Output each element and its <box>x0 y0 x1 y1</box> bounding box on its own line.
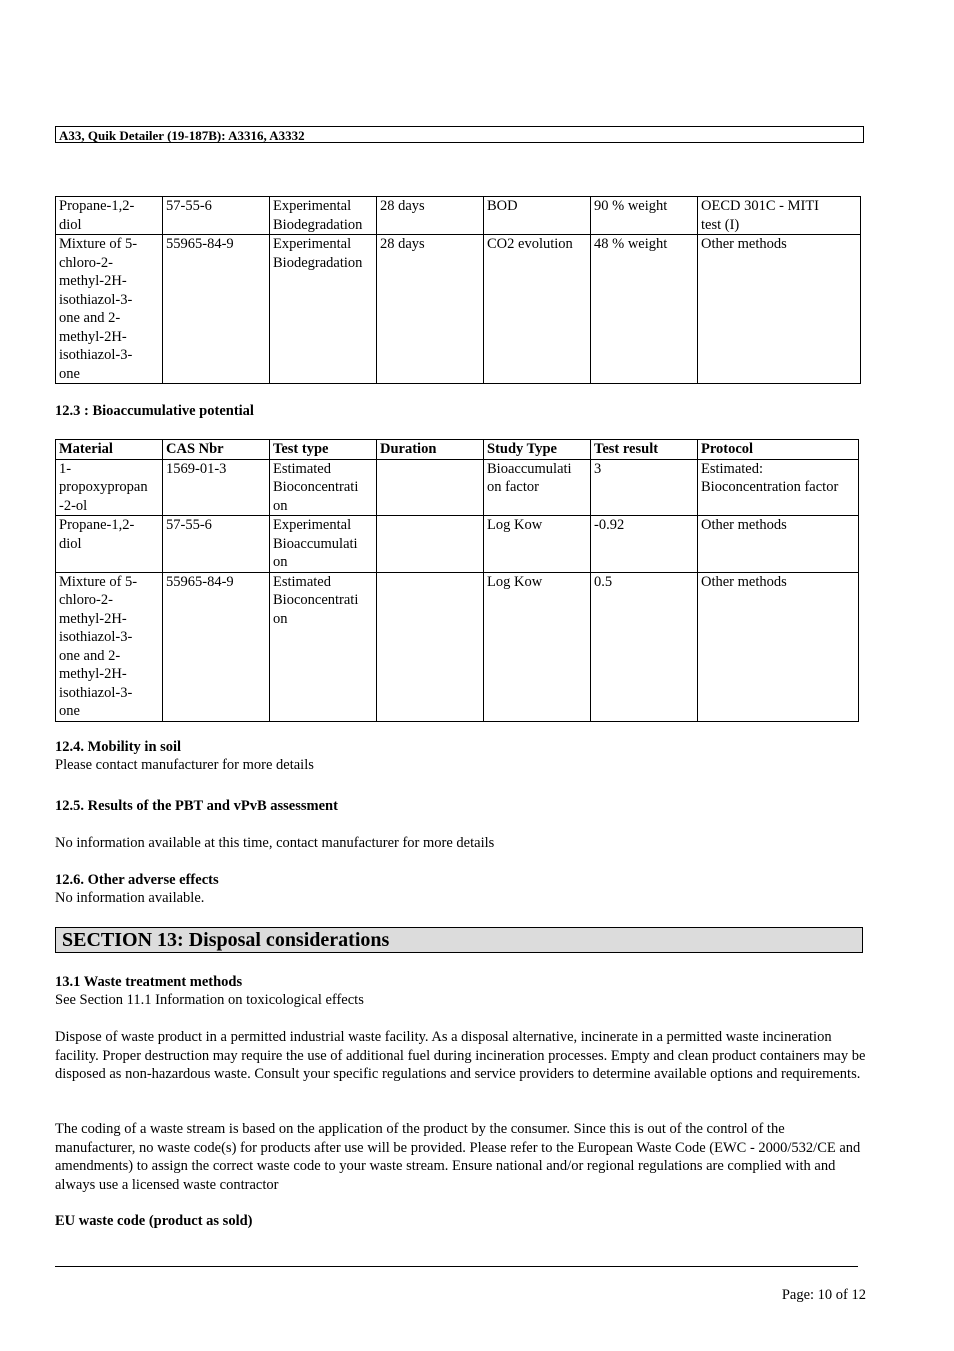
table-cell: 1- propoxypropan -2-ol <box>56 459 163 516</box>
section-12-6-text: No information available. <box>55 890 205 906</box>
table-row <box>56 516 859 573</box>
section-12-5-heading: 12.5. Results of the PBT and vPvB assessment <box>55 798 338 814</box>
column-header: CAS Nbr <box>163 440 270 460</box>
table-cell: Log Kow <box>484 572 591 721</box>
column-header: Test result <box>591 440 698 460</box>
table-cell: Estimated Bioconcentrati on <box>270 572 377 721</box>
column-header: Material <box>56 440 163 460</box>
bioaccumulation-table <box>55 439 859 722</box>
section-12-5-text: No information available at this time, contact manufacturer for more details <box>55 835 495 851</box>
table-cell: Log Kow <box>484 516 591 573</box>
disposal-paragraph: Dispose of waste product in a permitted industrial waste facility. As a disposal alternative, incinerate in a permitted waste incineration facility. Proper destruction may require the use of additional fuel during incineration processes. Empty and clean product containers may be disposed as non-hazardous waste. Consult your specific regulations and service providers to determine available options and requirements. <box>55 1029 866 1082</box>
table-cell: CO2 evolution <box>484 235 591 384</box>
table-cell: OECD 301C - MITI test (I) <box>698 197 861 235</box>
table-cell: Propane-1,2- diol <box>56 516 163 573</box>
table-row <box>56 197 861 235</box>
table-cell: 3 <box>591 459 698 516</box>
biodegradation-table <box>55 196 861 384</box>
table-cell: 28 days <box>377 197 484 235</box>
table-cell: 1569-01-3 <box>163 459 270 516</box>
document-header: A33, Quik Detailer (19-187B): A3316, A3332 <box>55 126 864 143</box>
table-cell: Mixture of 5- chloro-2- methyl-2H- isothiazol-3- one and 2- methyl-2H- isothiazol-3- one <box>56 572 163 721</box>
table-row <box>56 235 861 384</box>
section-12-3-heading: 12.3 : Bioaccumulative potential <box>55 403 254 419</box>
table-cell: 57-55-6 <box>163 197 270 235</box>
table-cell: Estimated Bioconcentrati on <box>270 459 377 516</box>
table-cell: 0.5 <box>591 572 698 721</box>
table-header-row <box>56 440 859 460</box>
section-13-title: SECTION 13: Disposal considerations <box>55 927 863 953</box>
column-header: Duration <box>377 440 484 460</box>
table-cell: 57-55-6 <box>163 516 270 573</box>
table-cell: 28 days <box>377 235 484 384</box>
table-cell: Experimental Biodegradation <box>270 197 377 235</box>
page-number: Page: 10 of 12 <box>781 1287 866 1303</box>
table-cell: Other methods <box>698 516 859 573</box>
column-header: Protocol <box>698 440 859 460</box>
table-cell: Experimental Biodegradation <box>270 235 377 384</box>
table-cell: 48 % weight <box>591 235 698 384</box>
table-cell: Experimental Bioaccumulati on <box>270 516 377 573</box>
table-cell: Other methods <box>698 235 861 384</box>
table-cell: 55965-84-9 <box>163 235 270 384</box>
section-13-1-heading: 13.1 Waste treatment methods <box>55 974 243 990</box>
waste-coding-paragraph: The coding of a waste stream is based on the application of the product by the consumer. Since this is out of the control of the manufacturer, no waste code(s) for products after use will be provided. Please refer to the European Waste Code (EWC - 2000/532/CE and amendments) to assign the correct waste code to your waste stream. Ensure national and/or regional regulations are complied with and always use a licensed waste contractor <box>55 1121 861 1193</box>
footer-divider <box>55 1266 858 1267</box>
table-cell: Propane-1,2- diol <box>56 197 163 235</box>
table-cell: Other methods <box>698 572 859 721</box>
table-cell: 55965-84-9 <box>163 572 270 721</box>
section-12-4-heading: 12.4. Mobility in soil <box>55 739 182 755</box>
table-cell <box>377 459 484 516</box>
table-cell: Mixture of 5- chloro-2- methyl-2H- isothiazol-3- one and 2- methyl-2H- isothiazol-3- one <box>56 235 163 384</box>
eu-waste-code-heading: EU waste code (product as sold) <box>55 1213 253 1229</box>
section-12-6-heading: 12.6. Other adverse effects <box>55 872 219 888</box>
table-cell: BOD <box>484 197 591 235</box>
column-header: Study Type <box>484 440 591 460</box>
table-cell: Estimated: Bioconcentration factor <box>698 459 859 516</box>
table-cell: Bioaccumulati on factor <box>484 459 591 516</box>
column-header: Test type <box>270 440 377 460</box>
section-13-1-text: See Section 11.1 Information on toxicological effects <box>55 992 364 1008</box>
section-12-4-text: Please contact manufacturer for more details <box>55 757 314 773</box>
table-row <box>56 572 859 721</box>
table-cell: -0.92 <box>591 516 698 573</box>
table-cell <box>377 516 484 573</box>
table-row <box>56 459 859 516</box>
table-cell <box>377 572 484 721</box>
table-cell: 90 % weight <box>591 197 698 235</box>
